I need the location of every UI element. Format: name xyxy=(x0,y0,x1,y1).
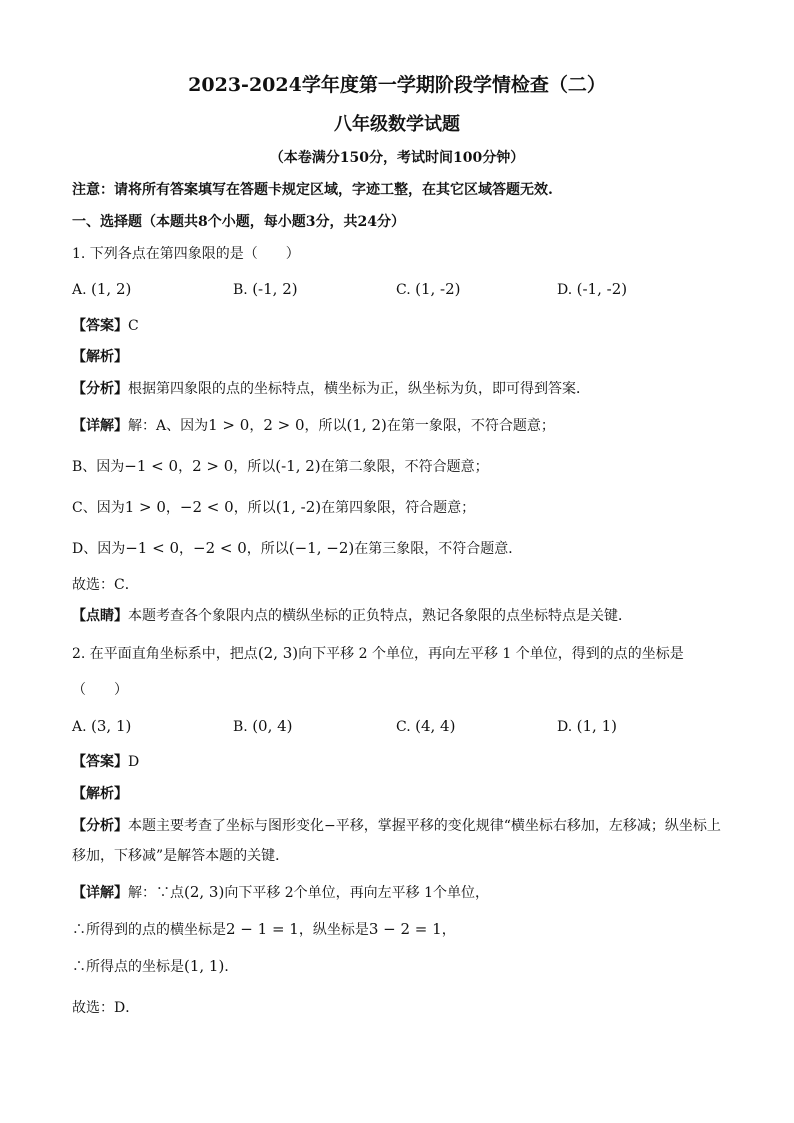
detail-text: 向下平移 2个单位，再向左平移 1个单位， xyxy=(224,885,490,901)
detail-point: (1, 1) xyxy=(184,957,225,975)
detail-point: (−1, −2) xyxy=(288,539,355,557)
detail-math: 1 > 0 xyxy=(208,416,250,434)
option-letter: B. xyxy=(233,719,248,735)
q1-stem: 1. 下列各点在第四象限的是（ ） xyxy=(72,246,300,262)
q1-detail-b: B、因为−1 < 0，2 > 0，所以(-1, 2)在第二象限，不符合题意； xyxy=(72,457,489,475)
detail-point: (1, 2) xyxy=(346,416,387,434)
detail-text: 在第四象限，符合题意； xyxy=(321,500,476,516)
stem-point: (2, 3) xyxy=(257,644,299,662)
q2-option-d xyxy=(557,715,617,738)
exam-notice: 注意：请将所有答案填写在答题卡规定区域，字迹工整，在其它区域答题无效. xyxy=(72,182,553,198)
detail-text: ， xyxy=(441,922,456,938)
dianjing-text: 本题考查各个象限内点的横纵坐标的正负特点，熟记各象限的点坐标特点是关键． xyxy=(128,608,632,624)
answer-tag: 【答案】 xyxy=(72,754,128,770)
option-letter: A. xyxy=(72,719,87,735)
detail-math: −1 < 0 xyxy=(124,457,179,475)
q2-answer xyxy=(72,752,139,772)
q1-answer xyxy=(72,316,139,336)
fenxi-tag: 【分析】 xyxy=(72,818,128,834)
detail-text: ∴所得点的坐标是 xyxy=(72,959,184,975)
detail-point: (-1, 2) xyxy=(275,457,321,475)
detail-text: 解：∵点 xyxy=(128,885,184,901)
q2-option-c xyxy=(396,715,455,738)
fenxi-text: 本题主要考查了坐标与图形变化−平移，掌握平移的变化规律“横坐标右移加，左移减；纵坐标上 xyxy=(128,818,721,834)
exam-title: 2023-2024学年度第一学期阶段学情检查（二） xyxy=(188,74,606,96)
option-value: (-1, -2) xyxy=(576,280,628,298)
q1-option-c xyxy=(396,278,461,301)
q2-choose: 故选：D． xyxy=(72,1000,140,1016)
q1-detail-d: D、因为−1 < 0，−2 < 0，所以(−1, −2)在第三象限，不符合题意． xyxy=(72,539,523,557)
q2-detail-3 xyxy=(72,956,238,977)
detail-text: C、因为 xyxy=(72,500,125,516)
detail-text: D、因为 xyxy=(72,541,126,557)
section-heading: 一、选择题（本题共8个小题，每小题3分，共24分） xyxy=(72,214,405,230)
q2-detail-1 xyxy=(72,882,489,903)
answer-value: C xyxy=(128,318,139,334)
option-letter: C. xyxy=(396,719,411,735)
q2-fenxi xyxy=(72,816,721,836)
q1-detail-a: 【详解】解：A、因为1 > 0，2 > 0，所以(1, 2)在第一象限，不符合题意； xyxy=(72,416,555,434)
q2-option-a xyxy=(72,715,131,738)
option-letter: D. xyxy=(557,282,573,298)
option-value: (4, 4) xyxy=(415,717,456,735)
detail-math: 2 > 0 xyxy=(192,457,234,475)
fenxi-tag: 【分析】 xyxy=(72,381,128,397)
stem-text: 2. 在平面直角坐标系中，把点 xyxy=(72,646,258,662)
fenxi-text: 根据第四象限的点的坐标特点，横坐标为正，纵坐标为负，即可得到答案． xyxy=(128,381,590,397)
detail-math: −2 < 0 xyxy=(179,498,234,516)
answer-tag: 【答案】 xyxy=(72,318,128,334)
q2-option-b xyxy=(233,715,293,738)
q2-stem-paren: （ ） xyxy=(72,682,128,698)
detail-math: −1 < 0 xyxy=(125,539,179,557)
q1-option-a xyxy=(72,278,131,301)
q2-analysis-tag: 【解析】 xyxy=(72,786,128,802)
dianjing-tag: 【点睛】 xyxy=(72,608,128,624)
option-value: (1, 2) xyxy=(91,280,132,298)
q1-analysis-tag: 【解析】 xyxy=(72,349,128,365)
detail-math: 2 − 1 = 1 xyxy=(226,920,299,938)
detail-tag: 【详解】 xyxy=(72,885,128,901)
option-letter: B. xyxy=(233,282,248,298)
option-letter: A. xyxy=(72,282,87,298)
q1-fenxi xyxy=(72,379,590,399)
detail-tag: 【详解】 xyxy=(72,418,128,434)
detail-math: 2 > 0 xyxy=(263,416,305,434)
q1-choose: 故选：C． xyxy=(72,577,139,593)
stem-text: 向下平移 2 个单位，再向左平移 1 个单位，得到的点的坐标是 xyxy=(298,646,684,662)
exam-subtitle: 八年级数学试题 xyxy=(334,114,460,135)
option-value: (1, 1) xyxy=(576,717,617,735)
q2-fenxi-cont: 移加，下移减”是解答本题的关键． xyxy=(72,848,290,864)
q1-option-d xyxy=(557,278,627,301)
detail-math: −2 < 0 xyxy=(193,539,247,557)
detail-text: B、因为 xyxy=(72,459,125,475)
option-value: (0, 4) xyxy=(252,717,293,735)
q2-detail-2 xyxy=(72,919,456,940)
exam-info: （本卷满分150分，考试时间100分钟） xyxy=(269,150,525,166)
answer-value: D xyxy=(128,754,140,770)
detail-math: 3 − 2 = 1 xyxy=(368,920,442,938)
detail-text: ． xyxy=(224,959,239,975)
detail-point: (2, 3) xyxy=(184,883,225,901)
q2-stem xyxy=(72,643,684,664)
detail-text: 在第二象限，不符合题意； xyxy=(320,459,489,475)
detail-point: (1, -2) xyxy=(275,498,322,516)
detail-text: 在第三象限，不符合题意． xyxy=(354,541,523,557)
detail-text: 解：A、因为 xyxy=(128,418,209,434)
option-value: (1, -2) xyxy=(415,280,461,298)
option-value: (3, 1) xyxy=(91,717,132,735)
detail-math: 1 > 0 xyxy=(124,498,166,516)
option-letter: D. xyxy=(557,719,573,735)
option-value: (-1, 2) xyxy=(252,280,298,298)
detail-text: ，纵坐标是 xyxy=(298,922,369,938)
detail-text: 在第一象限，不符合题意； xyxy=(386,418,555,434)
q1-option-b xyxy=(233,278,298,301)
q1-detail-c: C、因为1 > 0，−2 < 0，所以(1, -2)在第四象限，符合题意； xyxy=(72,498,476,516)
detail-text: ∴所得到的点的横坐标是 xyxy=(72,922,226,938)
q1-dianjing xyxy=(72,606,632,626)
option-letter: C. xyxy=(396,282,411,298)
